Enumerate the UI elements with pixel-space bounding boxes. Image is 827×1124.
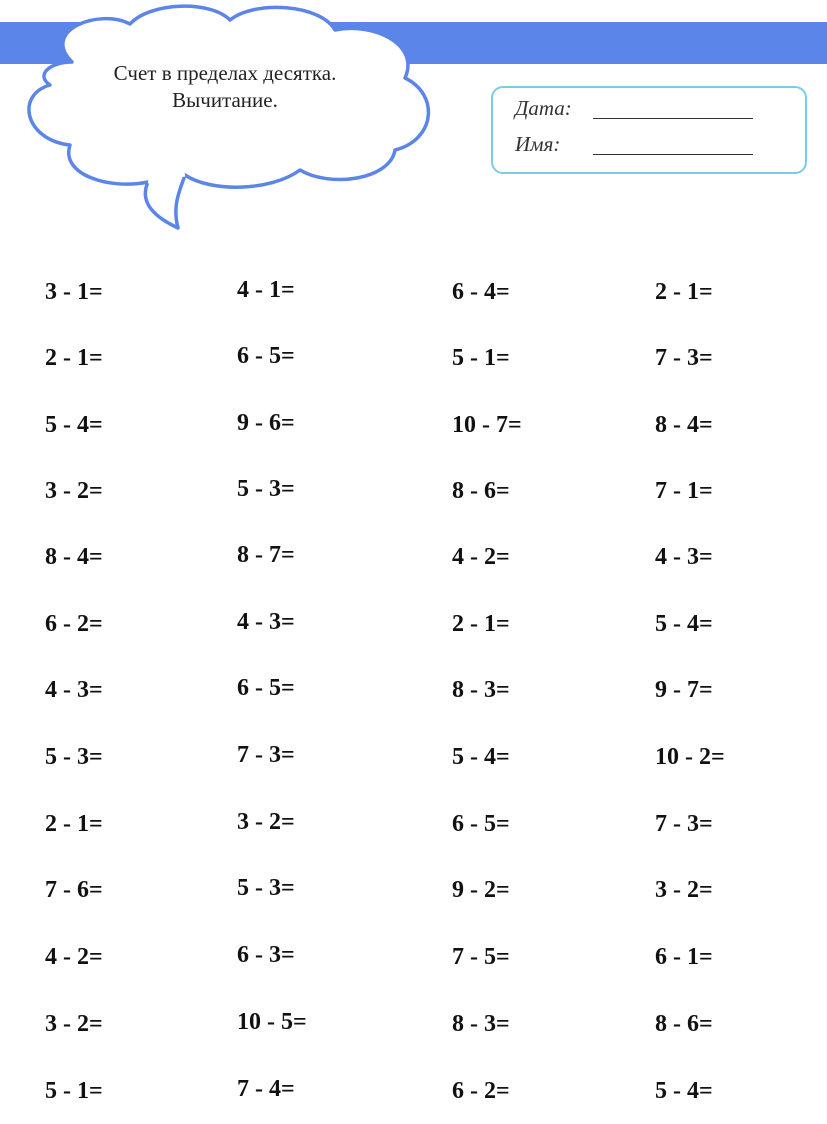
problem: 10 - 2=	[655, 744, 725, 770]
name-label: Имя:	[515, 132, 561, 156]
problem: 7 - 3=	[655, 345, 713, 371]
problem: 7 - 5=	[452, 944, 510, 970]
problem: 5 - 3=	[45, 744, 103, 770]
problem: 4 - 2=	[452, 544, 510, 570]
problem: 5 - 4=	[655, 1078, 713, 1104]
problem: 4 - 3=	[655, 544, 713, 570]
problem: 6 - 3=	[237, 942, 295, 968]
problem: 6 - 4=	[452, 279, 510, 305]
problem: 9 - 2=	[452, 877, 510, 903]
problem: 8 - 4=	[655, 412, 713, 438]
problem: 8 - 7=	[237, 542, 295, 568]
problem: 5 - 4=	[655, 611, 713, 637]
problem: 4 - 1=	[237, 277, 295, 303]
problem: 6 - 5=	[452, 811, 510, 837]
date-label: Дата:	[515, 96, 572, 120]
problem: 4 - 3=	[45, 677, 103, 703]
problem: 4 - 3=	[237, 609, 295, 635]
problem: 7 - 3=	[237, 742, 295, 768]
problem: 5 - 3=	[237, 476, 295, 502]
problem: 2 - 1=	[45, 345, 103, 371]
problem: 3 - 2=	[45, 478, 103, 504]
problem: 10 - 7=	[452, 412, 522, 438]
problem: 9 - 6=	[237, 410, 295, 436]
problem: 8 - 3=	[452, 677, 510, 703]
problem: 2 - 1=	[452, 611, 510, 637]
problem: 8 - 6=	[655, 1011, 713, 1037]
problem: 3 - 1=	[45, 279, 103, 305]
title-line-1: Счет в пределах десятка.	[113, 61, 337, 85]
problem: 6 - 2=	[45, 611, 103, 637]
problem: 5 - 1=	[452, 345, 510, 371]
problem: 2 - 1=	[45, 811, 103, 837]
problem: 8 - 3=	[452, 1011, 510, 1037]
problem: 2 - 1=	[655, 279, 713, 305]
problem: 7 - 6=	[45, 877, 103, 903]
problem: 5 - 3=	[237, 875, 295, 901]
problem: 3 - 2=	[237, 809, 295, 835]
problem: 7 - 4=	[237, 1076, 295, 1102]
problem: 6 - 5=	[237, 343, 295, 369]
title-line-2: Вычитание.	[172, 88, 278, 112]
problem: 7 - 1=	[655, 478, 713, 504]
problem: 8 - 6=	[452, 478, 510, 504]
problem: 6 - 2=	[452, 1078, 510, 1104]
problem: 5 - 1=	[45, 1078, 103, 1104]
problem: 4 - 2=	[45, 944, 103, 970]
problem: 9 - 7=	[655, 677, 713, 703]
problem: 7 - 3=	[655, 811, 713, 837]
problem: 10 - 5=	[237, 1009, 307, 1035]
problem: 3 - 2=	[655, 877, 713, 903]
problem: 8 - 4=	[45, 544, 103, 570]
problem: 3 - 2=	[45, 1011, 103, 1037]
problem: 6 - 5=	[237, 675, 295, 701]
problem: 5 - 4=	[452, 744, 510, 770]
problem: 6 - 1=	[655, 944, 713, 970]
problem: 5 - 4=	[45, 412, 103, 438]
